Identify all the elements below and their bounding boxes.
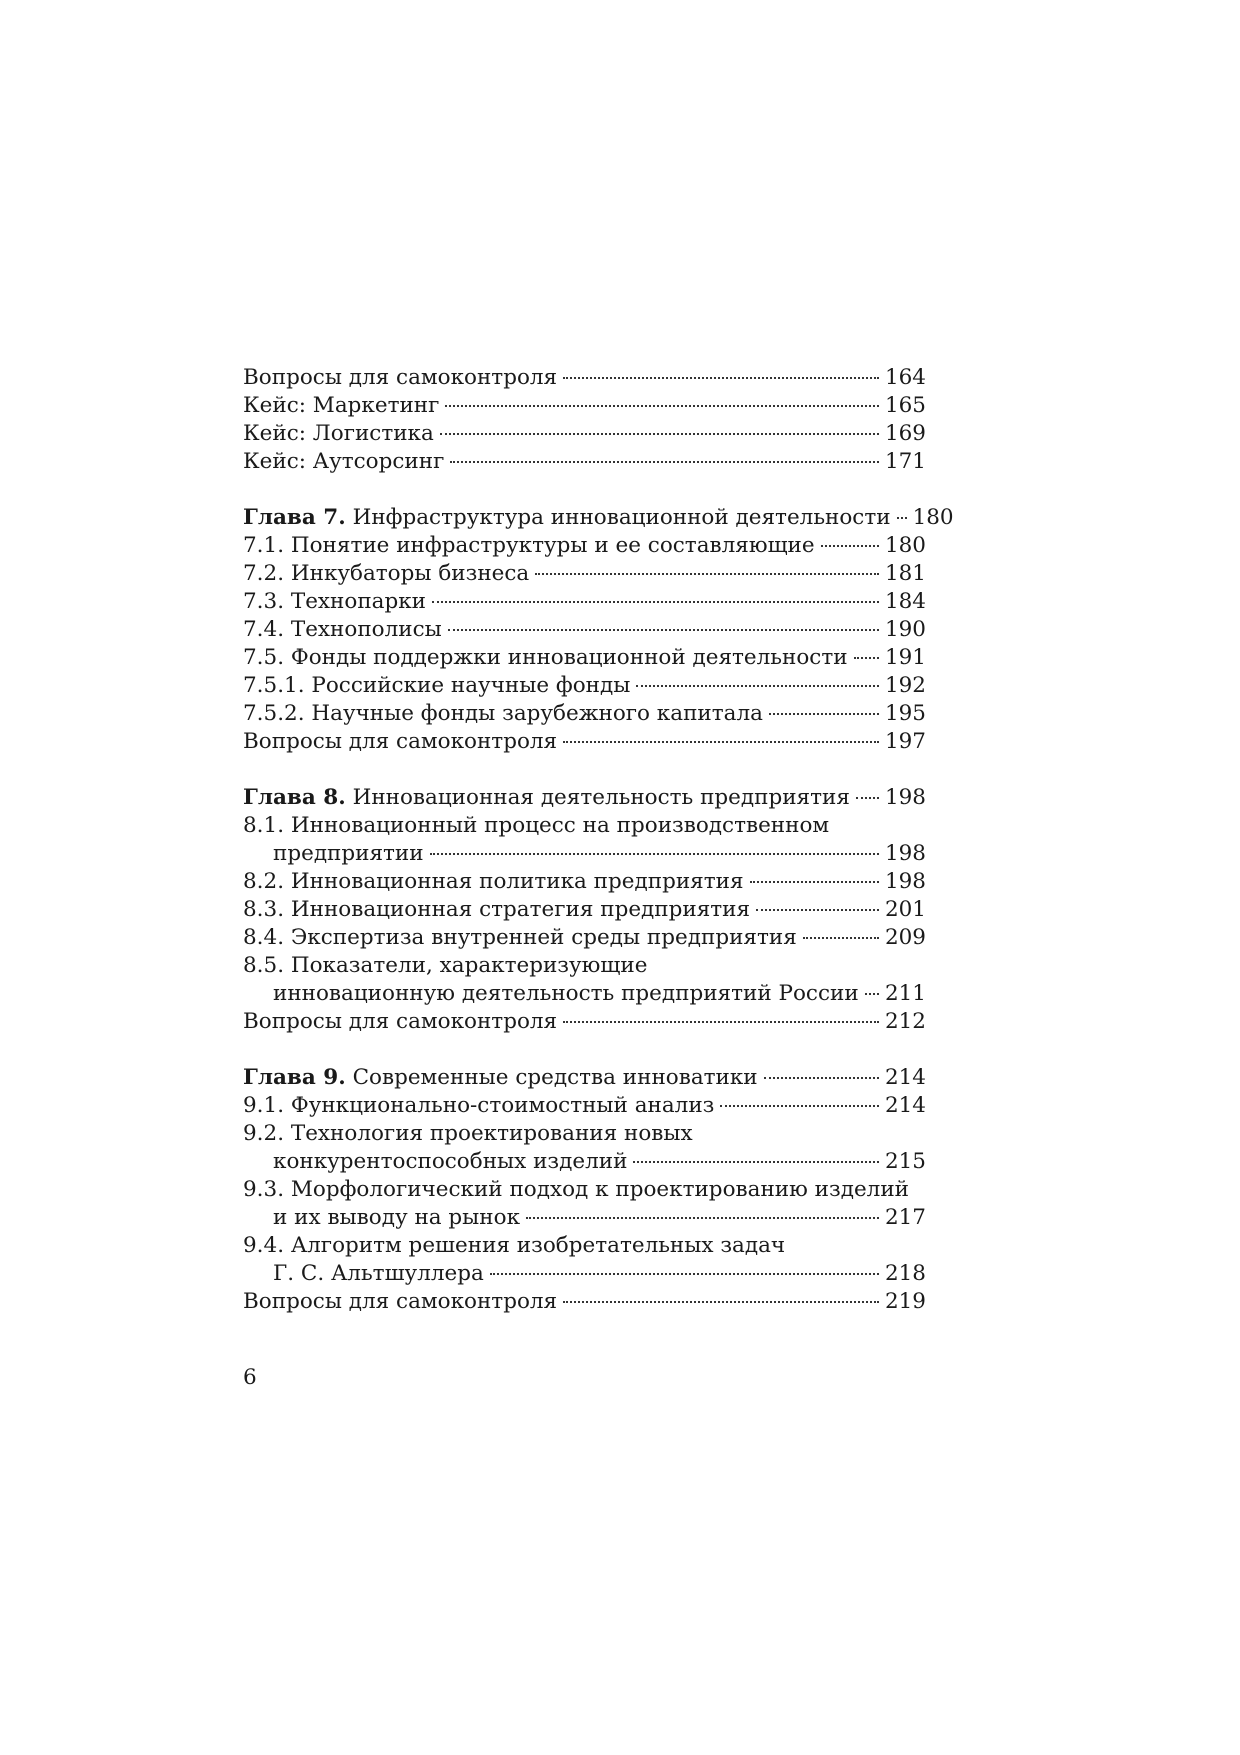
- dot-leader: [856, 797, 879, 799]
- chapter-title: [243, 1064, 758, 1092]
- toc-entry-title: конкурентоспособных изделий: [273, 1149, 628, 1174]
- toc-group-chapter-9: [243, 1064, 926, 1316]
- toc-entry: [243, 560, 926, 588]
- dot-leader: [563, 377, 879, 379]
- toc-entry-page: 209: [884, 925, 926, 950]
- toc-entry: [243, 672, 926, 700]
- chapter-name: Инфраструктура инновационной деятельности: [345, 505, 891, 530]
- toc-entry-page: 192: [884, 673, 926, 698]
- toc-entry-page: 190: [884, 617, 926, 642]
- toc-entry-page: 219: [884, 1289, 926, 1314]
- toc-entry-page: 164: [884, 365, 926, 390]
- dot-leader: [633, 1161, 879, 1163]
- toc-entry: [243, 868, 926, 896]
- toc-entry-title: Вопросы для самоконтроля: [243, 1009, 558, 1034]
- toc-entry-page: 215: [884, 1149, 926, 1174]
- dot-leader: [854, 657, 879, 659]
- toc-entry: [243, 840, 926, 868]
- chapter-heading: [243, 1064, 926, 1092]
- toc-entry-page: 198: [884, 785, 926, 810]
- toc-entry-title: 7.2. Инкубаторы бизнеса: [243, 561, 530, 586]
- toc-entry-page: 181: [884, 561, 926, 586]
- toc-entry-page: 212: [884, 1009, 926, 1034]
- toc-entry-title: и их выводу на рынок: [273, 1205, 521, 1230]
- chapter-title: [243, 784, 850, 812]
- toc-entry: [243, 924, 926, 952]
- toc-entry-page: 211: [884, 981, 926, 1006]
- dot-leader: [821, 545, 879, 547]
- toc-entry: [243, 588, 926, 616]
- toc-entry: [243, 1288, 926, 1316]
- dot-leader: [750, 881, 879, 883]
- dot-leader: [769, 713, 879, 715]
- toc-entry: [243, 644, 926, 672]
- toc-entry-title: 7.3. Технопарки: [243, 589, 427, 614]
- toc-entry-page: 191: [884, 645, 926, 670]
- dot-leader: [636, 685, 879, 687]
- toc-entry-title-line: 9.2. Технология проектирования новых: [243, 1121, 693, 1146]
- table-of-contents: [243, 364, 954, 1344]
- chapter-heading: [243, 504, 954, 532]
- toc-entry-title-line: 8.5. Показатели, характеризующие: [243, 953, 648, 978]
- toc-entry: [243, 896, 926, 924]
- toc-entry: [243, 1260, 926, 1288]
- chapter-label: Глава 7.: [243, 505, 346, 530]
- toc-entry-title: предприятии: [273, 841, 424, 866]
- toc-entry-page: 165: [884, 393, 926, 418]
- dot-leader: [720, 1105, 879, 1107]
- toc-entry-page: 214: [884, 1093, 926, 1118]
- toc-group-case-studies: [243, 364, 926, 476]
- dot-leader: [490, 1273, 879, 1275]
- chapter-label: Глава 9.: [243, 1065, 346, 1090]
- dot-leader: [450, 461, 879, 463]
- dot-leader: [430, 853, 879, 855]
- toc-entry-title: 7.4. Технополисы: [243, 617, 442, 642]
- toc-entry-title: Кейс: Маркетинг: [243, 393, 440, 418]
- dot-leader: [445, 405, 879, 407]
- toc-entry-page: 180: [884, 533, 926, 558]
- chapter-label: Глава 8.: [243, 785, 346, 810]
- chapter-title: [243, 504, 891, 532]
- toc-entry: [243, 728, 926, 756]
- toc-entry-page: 198: [884, 841, 926, 866]
- dot-leader: [440, 433, 879, 435]
- chapter-name: Инновационная деятельность предприятия: [345, 785, 850, 810]
- dot-leader: [526, 1217, 879, 1219]
- chapter-name: Современные средства инноватики: [345, 1065, 758, 1090]
- dot-leader: [865, 993, 879, 995]
- toc-entry-page: 214: [884, 1065, 926, 1090]
- toc-entry-page: 195: [884, 701, 926, 726]
- dot-leader: [563, 1021, 879, 1023]
- toc-entry: [243, 448, 926, 476]
- dot-leader: [563, 741, 879, 743]
- dot-leader: [756, 909, 879, 911]
- toc-entry: [243, 392, 926, 420]
- toc-entry-title: 7.5. Фонды поддержки инновационной деятельности: [243, 645, 848, 670]
- toc-entry-page: 184: [884, 589, 926, 614]
- toc-entry-page: 197: [884, 729, 926, 754]
- dot-leader: [535, 573, 879, 575]
- toc-entry-title-line: 8.1. Инновационный процесс на производственном: [243, 813, 830, 838]
- dot-leader: [897, 517, 907, 519]
- toc-entry-title: 7.1. Понятие инфраструктуры и ее составляющие: [243, 533, 815, 558]
- toc-entry-page: 198: [884, 869, 926, 894]
- toc-entry: [243, 616, 926, 644]
- toc-entry-title: 8.4. Экспертиза внутренней среды предприятия: [243, 925, 797, 950]
- toc-entry: [243, 1148, 926, 1176]
- toc-entry: [243, 532, 926, 560]
- toc-entry: [243, 1092, 926, 1120]
- toc-group-chapter-8: [243, 784, 926, 1036]
- toc-entry-title: 9.1. Функционально-стоимостный анализ: [243, 1093, 715, 1118]
- toc-entry: [243, 700, 926, 728]
- toc-entry: [243, 980, 926, 1008]
- toc-entry-title: Вопросы для самоконтроля: [243, 729, 558, 754]
- toc-entry-page: 201: [884, 897, 926, 922]
- toc-entry-title: 7.5.2. Научные фонды зарубежного капитала: [243, 701, 763, 726]
- toc-entry-page: 171: [884, 449, 926, 474]
- toc-entry-title: инновационную деятельность предприятий России: [273, 981, 859, 1006]
- toc-entry-title: 7.5.1. Российские научные фонды: [243, 673, 631, 698]
- toc-group-chapter-7: [243, 504, 954, 756]
- toc-entry-title-line: 9.3. Морфологический подход к проектированию изделий: [243, 1177, 909, 1202]
- toc-entry: [243, 1008, 926, 1036]
- page-number: 6: [243, 1365, 257, 1390]
- toc-entry-title: 8.2. Инновационная политика предприятия: [243, 869, 744, 894]
- toc-entry-title: Г. С. Альтшуллера: [273, 1261, 484, 1286]
- toc-entry-page: 169: [884, 421, 926, 446]
- dot-leader: [764, 1077, 879, 1079]
- dot-leader: [432, 601, 879, 603]
- toc-entry-title-line: 9.4. Алгоритм решения изобретательных задач: [243, 1233, 786, 1258]
- toc-entry-title: Кейс: Логистика: [243, 421, 434, 446]
- toc-entry: [243, 420, 926, 448]
- toc-entry: [243, 364, 926, 392]
- dot-leader: [448, 629, 879, 631]
- toc-entry-page: 180: [912, 505, 954, 530]
- dot-leader: [563, 1301, 879, 1303]
- toc-entry: [243, 1204, 926, 1232]
- toc-entry-page: 218: [884, 1261, 926, 1286]
- toc-entry-title: 8.3. Инновационная стратегия предприятия: [243, 897, 751, 922]
- chapter-heading: [243, 784, 926, 812]
- toc-entry-page: 217: [884, 1205, 926, 1230]
- toc-entry-title: Вопросы для самоконтроля: [243, 365, 558, 390]
- dot-leader: [803, 937, 879, 939]
- toc-entry-title: Вопросы для самоконтроля: [243, 1289, 558, 1314]
- toc-entry-title: Кейс: Аутсорсинг: [243, 449, 445, 474]
